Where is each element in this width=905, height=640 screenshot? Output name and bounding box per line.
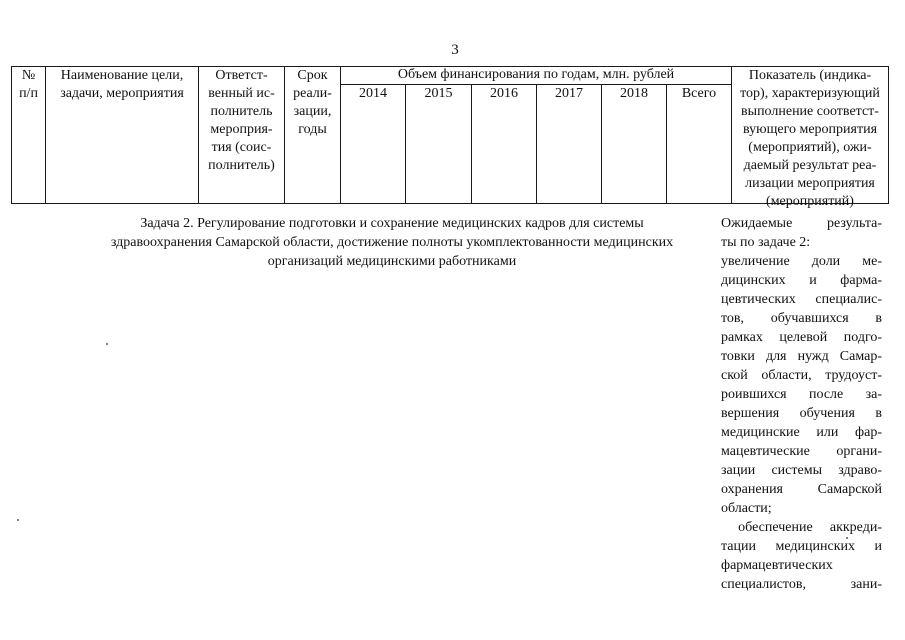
results-line: роившихся после за-: [721, 387, 882, 402]
scan-speck: [17, 519, 19, 521]
results-line: увеличение доли ме-: [721, 254, 882, 269]
results-line: товки для нужд Самар-: [721, 349, 882, 364]
results-line: дицинских и фарма-: [721, 273, 882, 288]
divider-funding-end: [731, 66, 732, 204]
header-year: 2017: [555, 86, 583, 101]
page-number: 3: [451, 42, 459, 58]
results-line: медицинские или фар-: [721, 425, 882, 440]
scan-speck: [106, 343, 108, 345]
results-line: тов, обучавшихся в: [721, 311, 882, 326]
results-line: мацевтические органи-: [721, 444, 882, 459]
results-line: специалистов, зани-: [721, 577, 882, 592]
header-year: 2016: [490, 86, 518, 101]
scan-speck: [846, 537, 848, 539]
table-header: [11, 66, 889, 209]
results-line: ской области, трудоуст-: [721, 368, 882, 383]
header-funding-title: Объем финансирования по годам, млн. рублей: [397, 67, 675, 82]
header-year: 2014: [359, 86, 387, 101]
results-line: вершения обучения в: [721, 406, 882, 421]
results-line: зации системы здраво-: [721, 463, 882, 478]
results-line: фармацевтических: [721, 558, 833, 573]
results-line: цевтических специалис-: [721, 292, 882, 307]
table-border-right: [888, 66, 889, 204]
header-num: № п/п: [19, 68, 38, 101]
expected-results: [721, 214, 882, 594]
results-line: охранения Самарской: [721, 482, 882, 497]
header-year: 2018: [620, 86, 648, 101]
results-line: ты по задаче 2:: [721, 235, 811, 250]
results-line: области;: [721, 501, 772, 516]
header-name: Наименование цели, задачи, мероприятия: [60, 68, 184, 101]
header-indicator: Показатель (индика- тор), характеризующий выполнение соответст- вующего мероприятия (мероприятий), ожи- даемый результат реа- лизации мероприятия (мероприятий): [740, 68, 880, 209]
task-heading: Задача 2. Регулирование подготовки и сохранение медицинских кадров для системы здравоохранения Самарской области, достижение полноты укомплектованности медицинских организаций медицинскими работниками: [110, 216, 674, 269]
results-line: Ожидаемые результа-: [721, 216, 882, 231]
results-line: обеспечение аккреди-: [721, 520, 882, 535]
results-line: тации медицинских и: [721, 539, 882, 554]
header-year: 2015: [424, 86, 453, 101]
header-total: Всего: [681, 86, 717, 101]
header-responsible: Ответст- венный ис- полнитель мероприя- тия (соис- полнитель): [208, 68, 275, 173]
header-term: Срок реали- зации, годы: [293, 68, 332, 137]
results-line: рамках целевой подго-: [721, 330, 882, 345]
